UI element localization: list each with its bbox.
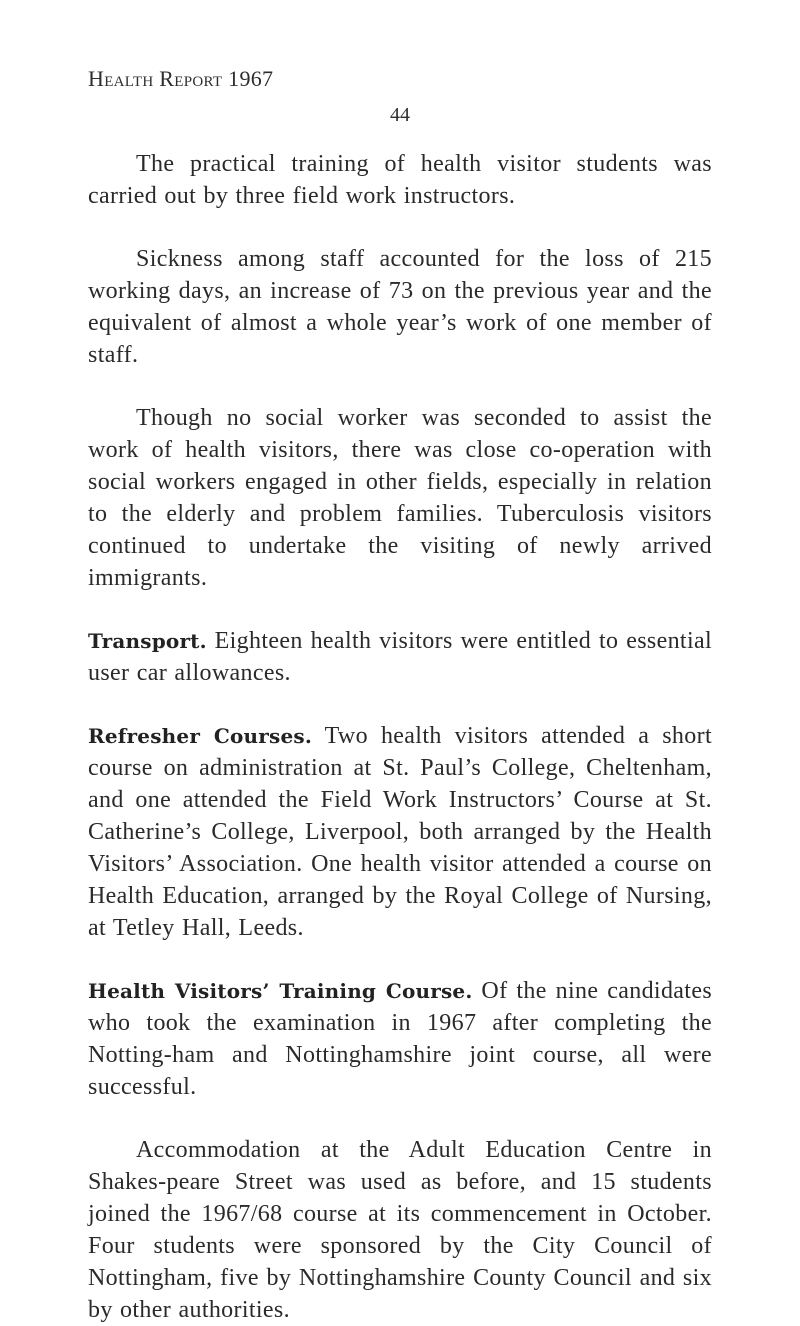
paragraph-social-workers	[88, 402, 712, 594]
paragraph-text: Sickness among staff accounted for the loss of 215 working days, an increase of 73 on the previous year and the equivalent of almost a whole year’s work of one member of staff.	[88, 246, 712, 368]
section-heading-training-course: Health Visitors’ Training Course.	[88, 979, 473, 1003]
paragraph-accommodation	[88, 1134, 712, 1326]
paragraph-sickness	[88, 243, 712, 371]
page-number: 44	[390, 104, 410, 126]
paragraph-training-course	[88, 975, 712, 1103]
paragraph-field-work	[88, 148, 712, 212]
paragraph-text: Eighteen health visitors were entitled to essential user car allowances.	[88, 628, 712, 686]
paragraph-text: Accommodation at the Adult Education Centre in Shakes-peare Street was used as before, and 15 students joined the 1967/68 course at its commencement in October. Four students were sponsored by the City Council of Nottingham, five by Nottinghamshire County Council and six by other authorities.	[88, 1137, 712, 1323]
paragraph-text: Two health visitors attended a short course on administration at St. Paul’s College, Cheltenham, and one attended the Field Work Instructors’ Course at St. Catherine’s College, Liverpool, both arranged by the Health Visitors’ Association. One health visitor attended a course on Health Education, arranged by the Royal College of Nursing, at Tetley Hall, Leeds.	[88, 723, 712, 941]
paragraph-refresher-courses	[88, 720, 712, 944]
paragraph-text: Of the nine candidates who took the examination in 1967 after completing the Notting-ham and Nottinghamshire joint course, all were successful.	[88, 978, 713, 1100]
paragraph-text: Though no social worker was seconded to assist the work of health visitors, there was close co-operation with social workers engaged in other fields, especially in relation to the elderly and problem families. Tuberculosis visitors continued to undertake the visiting of newly arrived immigrants.	[88, 405, 712, 591]
body-text	[88, 148, 712, 1326]
paragraph-transport	[88, 625, 712, 689]
running-title: Health Report 1967	[88, 66, 274, 91]
section-heading-refresher-courses: Refresher Courses.	[88, 724, 313, 748]
section-heading-transport: Transport.	[88, 629, 207, 653]
paragraph-text: The practical training of health visitor students was carried out by three field work instructors.	[88, 151, 712, 209]
